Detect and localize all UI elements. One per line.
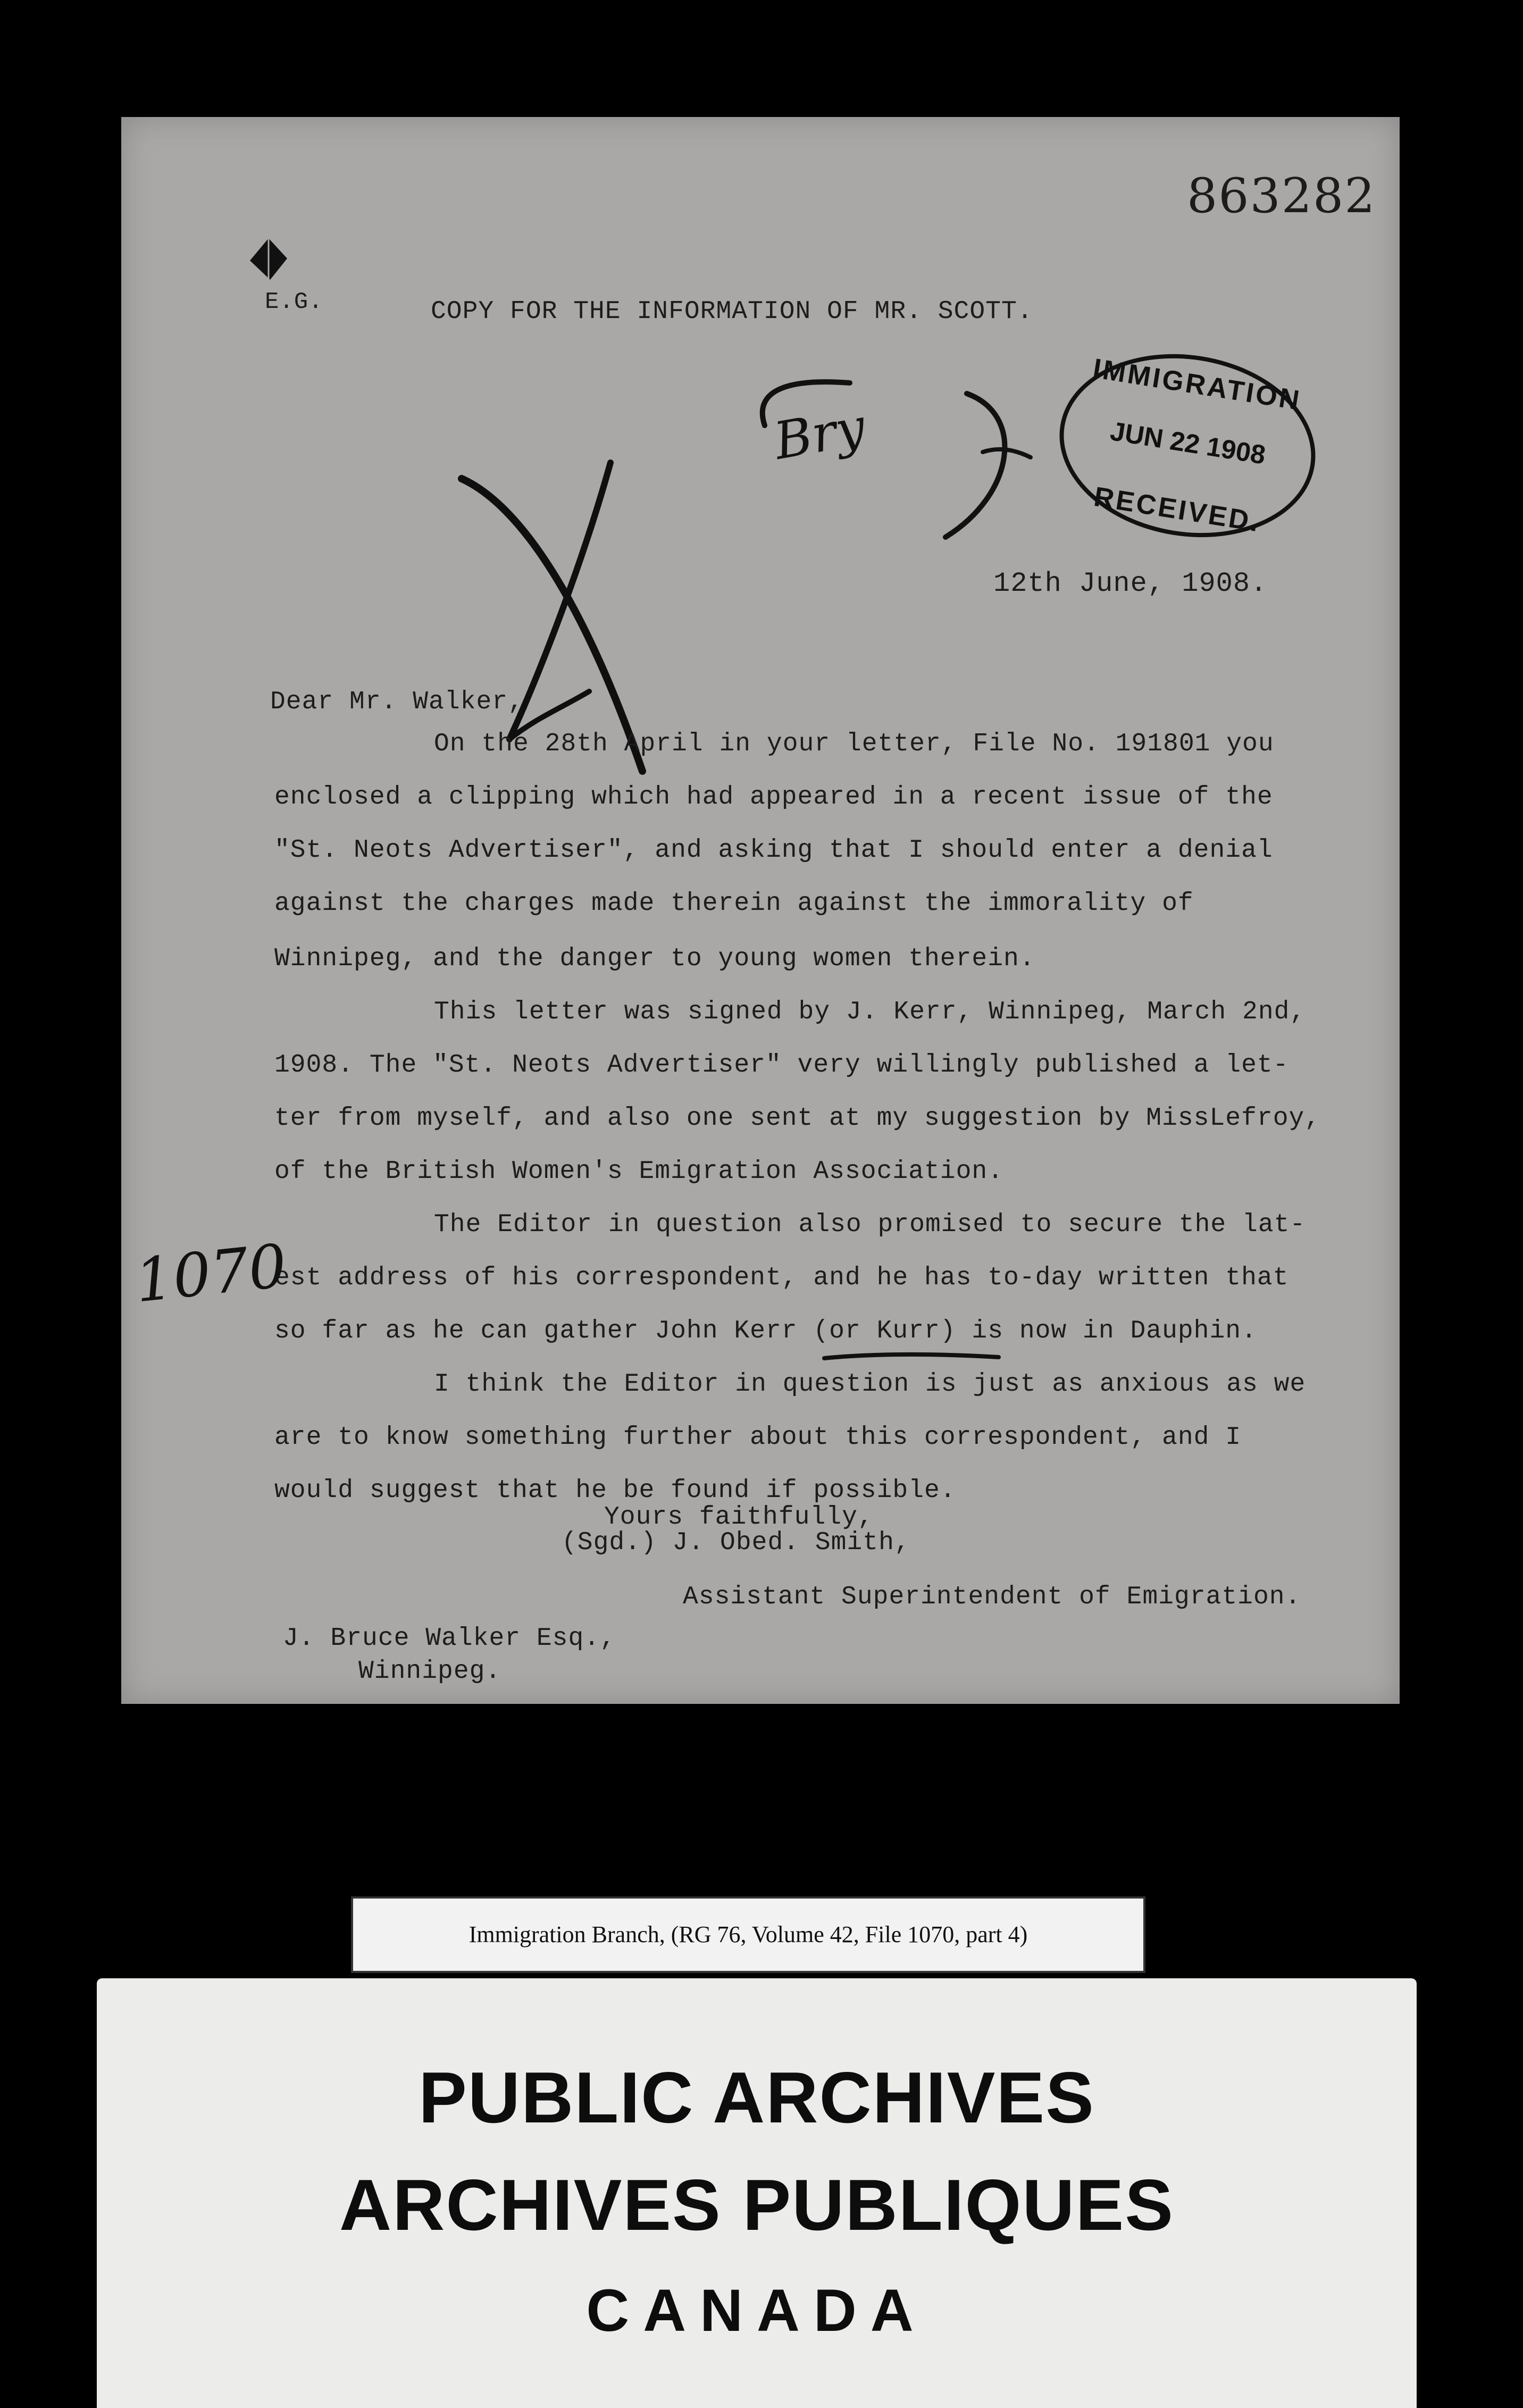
- document-number: 863282: [1187, 168, 1376, 224]
- body-line: 1908. The "St. Neots Advertiser" very willingly published a let-: [274, 1051, 1289, 1080]
- pen-mark-icon: [245, 235, 292, 283]
- letter-page: [121, 117, 1400, 1704]
- signature: (Sgd.) J. Obed. Smith,: [562, 1528, 910, 1557]
- received-stamp: [1046, 336, 1328, 555]
- card-title-french: ARCHIVES PUBLIQUES: [339, 2164, 1174, 2245]
- signer-title: Assistant Superintendent of Emigration.: [683, 1583, 1301, 1611]
- body-line: so far as he can gather John Kerr (or Kurr) is now in Dauphin.: [274, 1317, 1257, 1345]
- body-line: ter from myself, and also one sent at my suggestion by MissLefroy,: [274, 1104, 1321, 1133]
- stamp-bottom-text: RECEIVED.: [1092, 481, 1263, 538]
- body-line: would suggest that he be found if possible.: [274, 1476, 956, 1505]
- card-title-english: PUBLIC ARCHIVES: [419, 2057, 1095, 2138]
- body-line: "St. Neots Advertiser", and asking that I should enter a denial: [274, 836, 1273, 865]
- archive-reference-label: Immigration Branch, (RG 76, Volume 42, File 1070, part 4): [351, 1896, 1145, 1973]
- copy-heading: COPY FOR THE INFORMATION OF MR. SCOTT.: [431, 297, 1033, 326]
- card-country: CANADA: [586, 2277, 927, 2344]
- handwritten-bracket-icon: [717, 362, 1047, 558]
- stamp-top-text: IMMIGRATION: [1091, 353, 1303, 417]
- body-line: The Editor in question also promised to secure the lat-: [434, 1210, 1306, 1239]
- public-archives-card: [97, 1978, 1417, 2408]
- handwritten-underline-icon: [821, 1347, 1002, 1368]
- body-line: est address of his correspondent, and he has to-day written that: [274, 1264, 1289, 1292]
- closing: Yours faithfully,: [604, 1503, 874, 1532]
- body-line: enclosed a clipping which had appeared in a recent issue of the: [274, 783, 1273, 812]
- body-line: This letter was signed by J. Kerr, Winnipeg, March 2nd,: [434, 998, 1306, 1026]
- body-line: of the British Women's Emigration Association.: [274, 1157, 1004, 1186]
- body-line: On the 28th April in your letter, File No. 191801 you: [434, 730, 1274, 758]
- body-line: are to know something further about this correspondent, and I: [274, 1423, 1242, 1452]
- recipient-name: J. Bruce Walker Esq.,: [283, 1624, 616, 1653]
- letter-date: 12th June, 1908.: [993, 568, 1268, 599]
- stamp-date: JUN 22 1908: [1108, 416, 1268, 470]
- body-line: Winnipeg, and the danger to young women therein.: [274, 944, 1035, 973]
- initials-notation: E.G.: [265, 289, 323, 315]
- body-line: I think the Editor in question is just as anxious as we: [434, 1370, 1306, 1399]
- recipient-city: Winnipeg.: [358, 1657, 501, 1686]
- handwritten-initials: Bry: [769, 397, 870, 471]
- handwritten-file-number: 1070: [131, 1231, 290, 1316]
- body-line: against the charges made therein against the immorality of: [274, 889, 1194, 918]
- salutation: Dear Mr. Walker,: [270, 688, 524, 716]
